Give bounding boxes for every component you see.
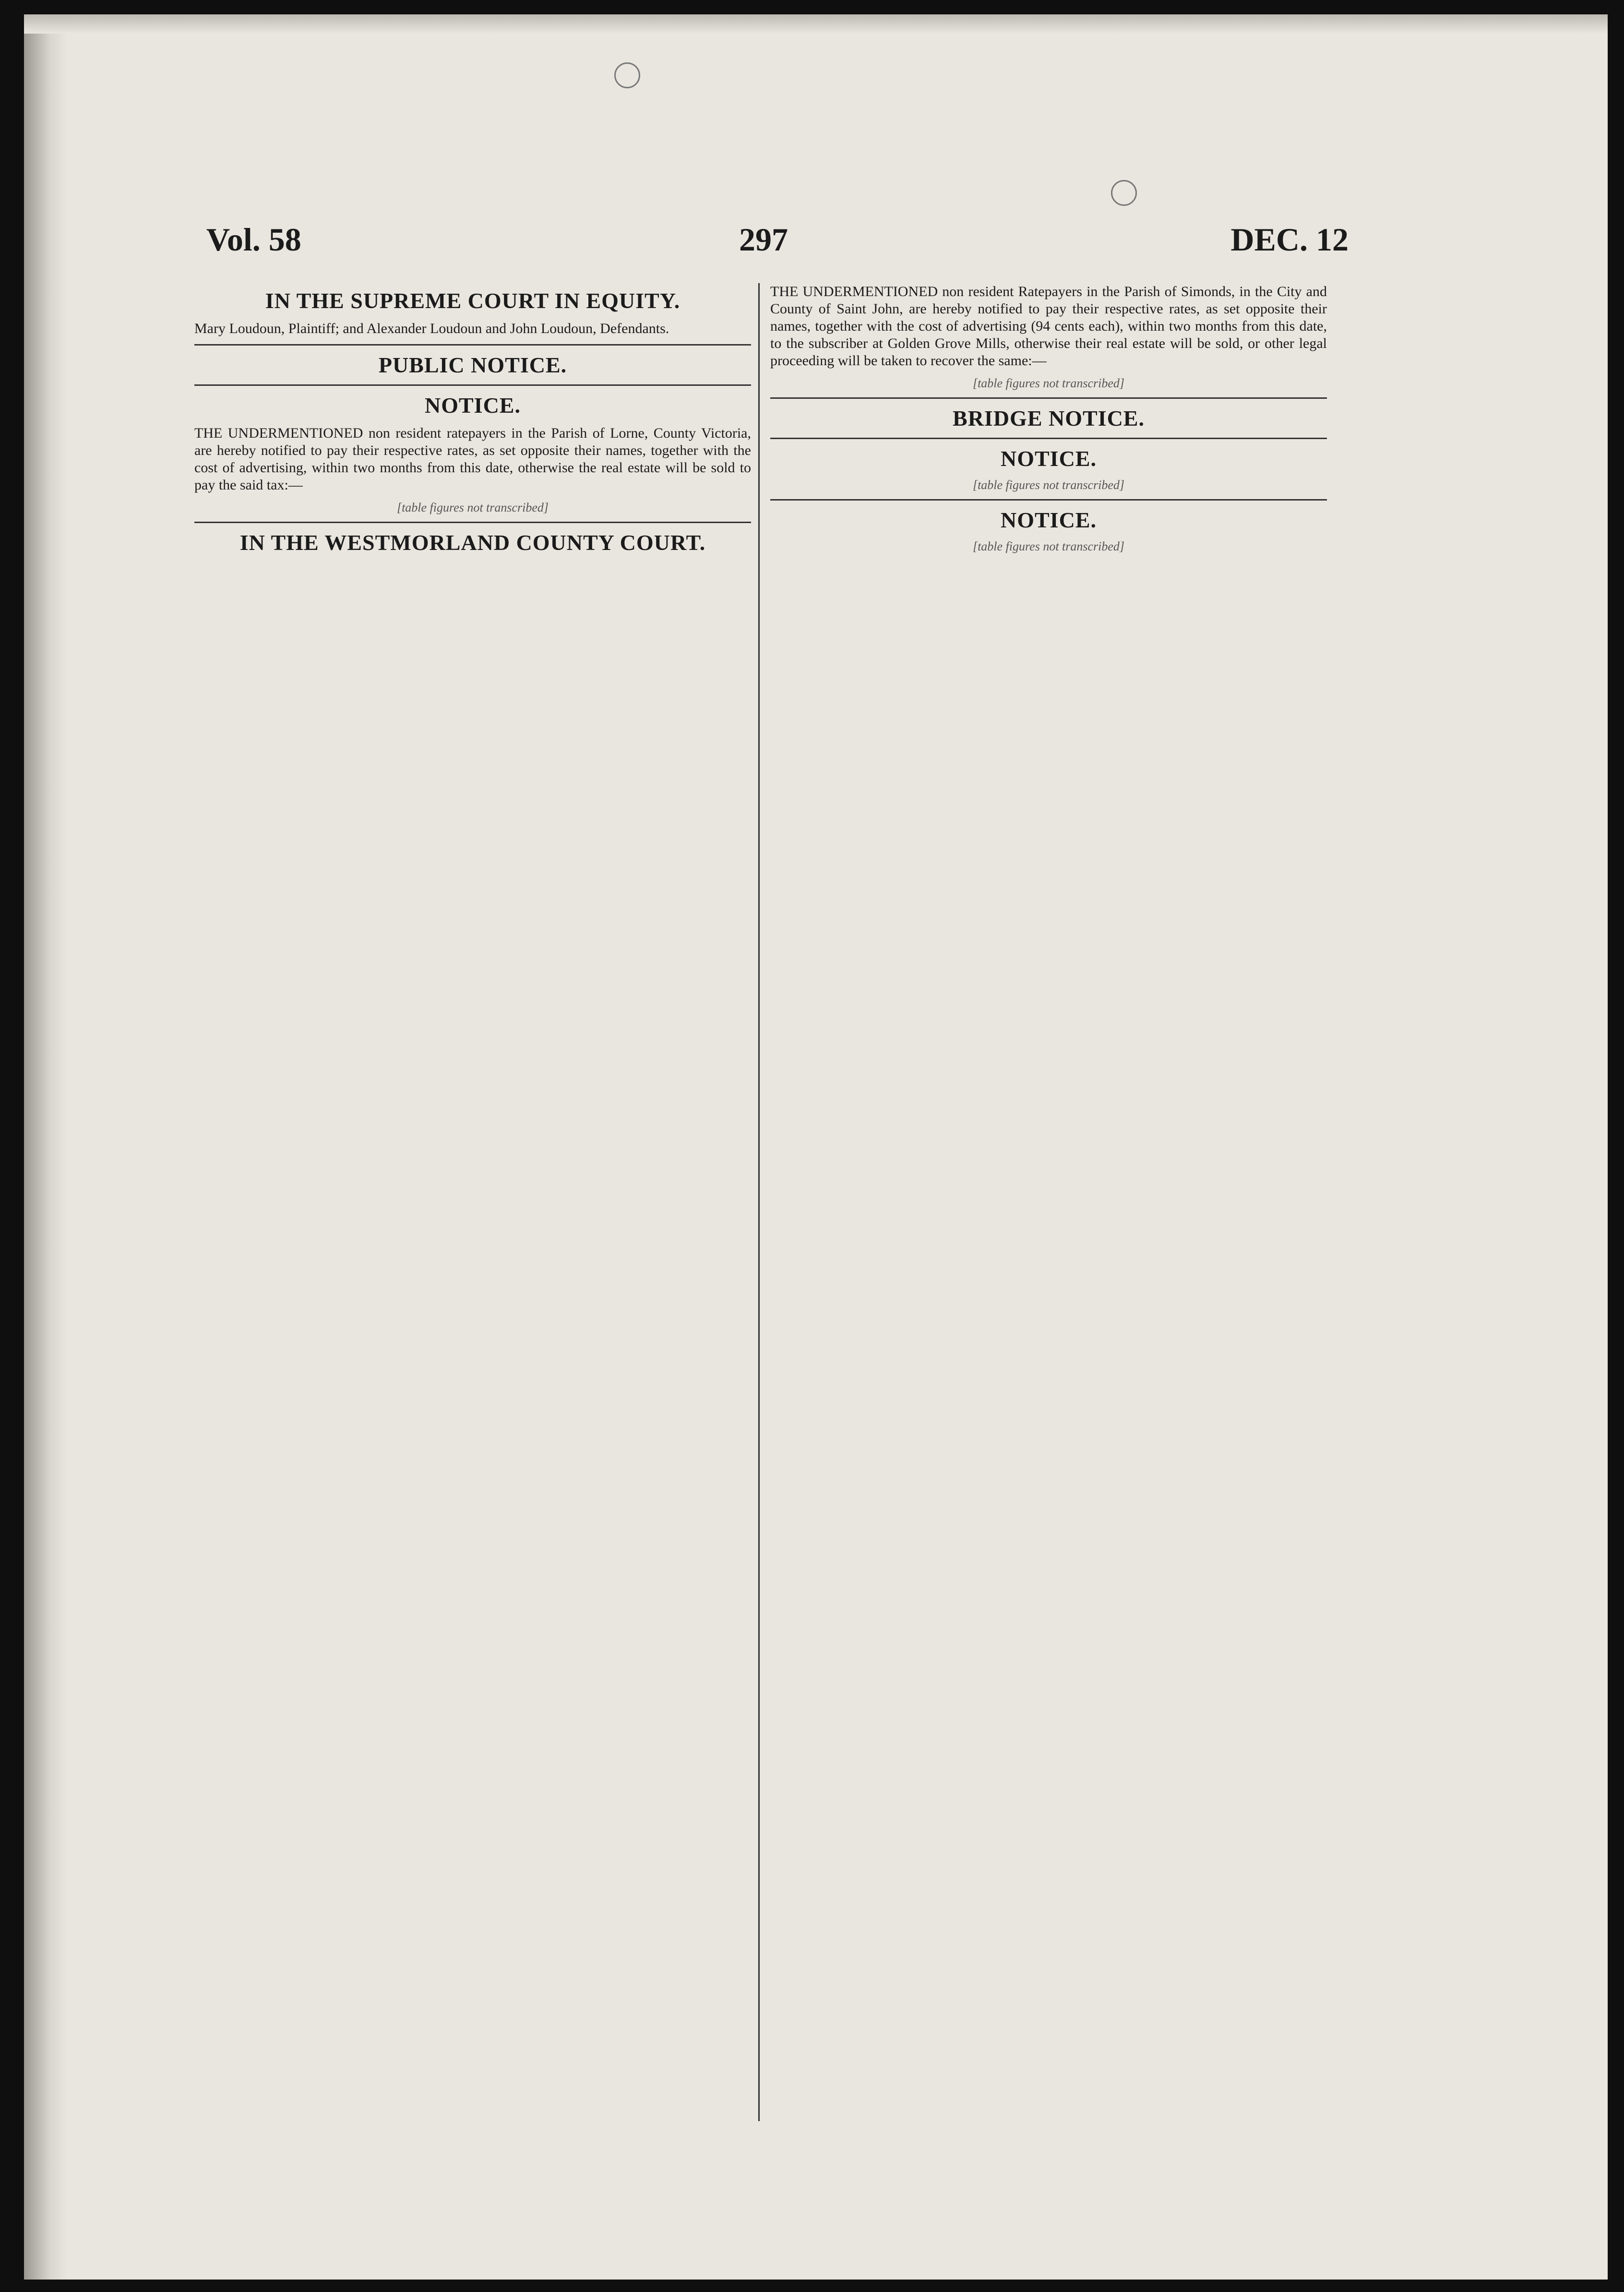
richibucto-table-placeholder: [table figures not transcribed]	[972, 478, 1125, 492]
header-page-number: 297	[739, 221, 788, 258]
section-divider	[770, 499, 1327, 501]
section-divider	[770, 438, 1327, 439]
column-divider	[758, 283, 760, 2121]
section-divider	[194, 344, 751, 346]
simonds-intro: THE UNDERMENTIONED non resident Ratepayers in the Parish of Simonds, in the City and County of Saint John, are hereby notified to pay their respective rates, as set opposite their names, together with the cost of advertising (94 cents each), within two months from this date, to the subscriber at Golden Grove Mills, otherwise their real estate will be sold, or other legal proceeding will be taken to recover the same:—	[770, 284, 1327, 369]
top-edge-shadow	[24, 14, 1608, 34]
section-divider	[194, 384, 751, 386]
simonds-table-placeholder: [table figures not transcribed]	[972, 376, 1125, 390]
punch-hole-icon	[1111, 180, 1137, 206]
supreme-court-title: IN THE SUPREME COURT IN EQUITY.	[265, 288, 681, 313]
newspaper-page	[24, 14, 1608, 2280]
richibucto-notice-title: NOTICE.	[1001, 446, 1097, 471]
page-header	[206, 221, 1349, 264]
punch-hole-icon	[614, 62, 640, 88]
lorne-notice-title: NOTICE.	[425, 393, 521, 418]
supreme-court-parties: Mary Loudoun, Plaintiff; and Alexander Loudoun and John Loudoun, Defendants.	[194, 321, 669, 336]
andover-table-placeholder: [table figures not transcribed]	[972, 539, 1125, 553]
lorne-notice-intro: THE UNDERMENTIONED non resident ratepayers in the Parish of Lorne, County Victoria, are hereby notified to pay their respective rates, as set opposite their names, together with the cost of advertising, within two months from this date, otherwise the real estate will be sold to pay the said tax:—	[194, 425, 751, 493]
right-column	[770, 283, 1327, 2126]
section-divider	[194, 522, 751, 523]
public-notice-title: PUBLIC NOTICE.	[378, 353, 567, 377]
header-volume: Vol. 58	[206, 221, 301, 258]
section-divider	[770, 397, 1327, 399]
bridge-notice-title: BRIDGE NOTICE.	[953, 406, 1145, 430]
binding-shadow	[24, 14, 67, 2280]
left-column	[194, 283, 751, 2126]
lorne-table-placeholder: [table figures not transcribed]	[396, 501, 549, 514]
andover-notice-title: NOTICE.	[1001, 508, 1097, 532]
header-date: DEC. 12	[1230, 221, 1349, 258]
westmorland-title: IN THE WESTMORLAND COUNTY COURT.	[239, 530, 706, 555]
